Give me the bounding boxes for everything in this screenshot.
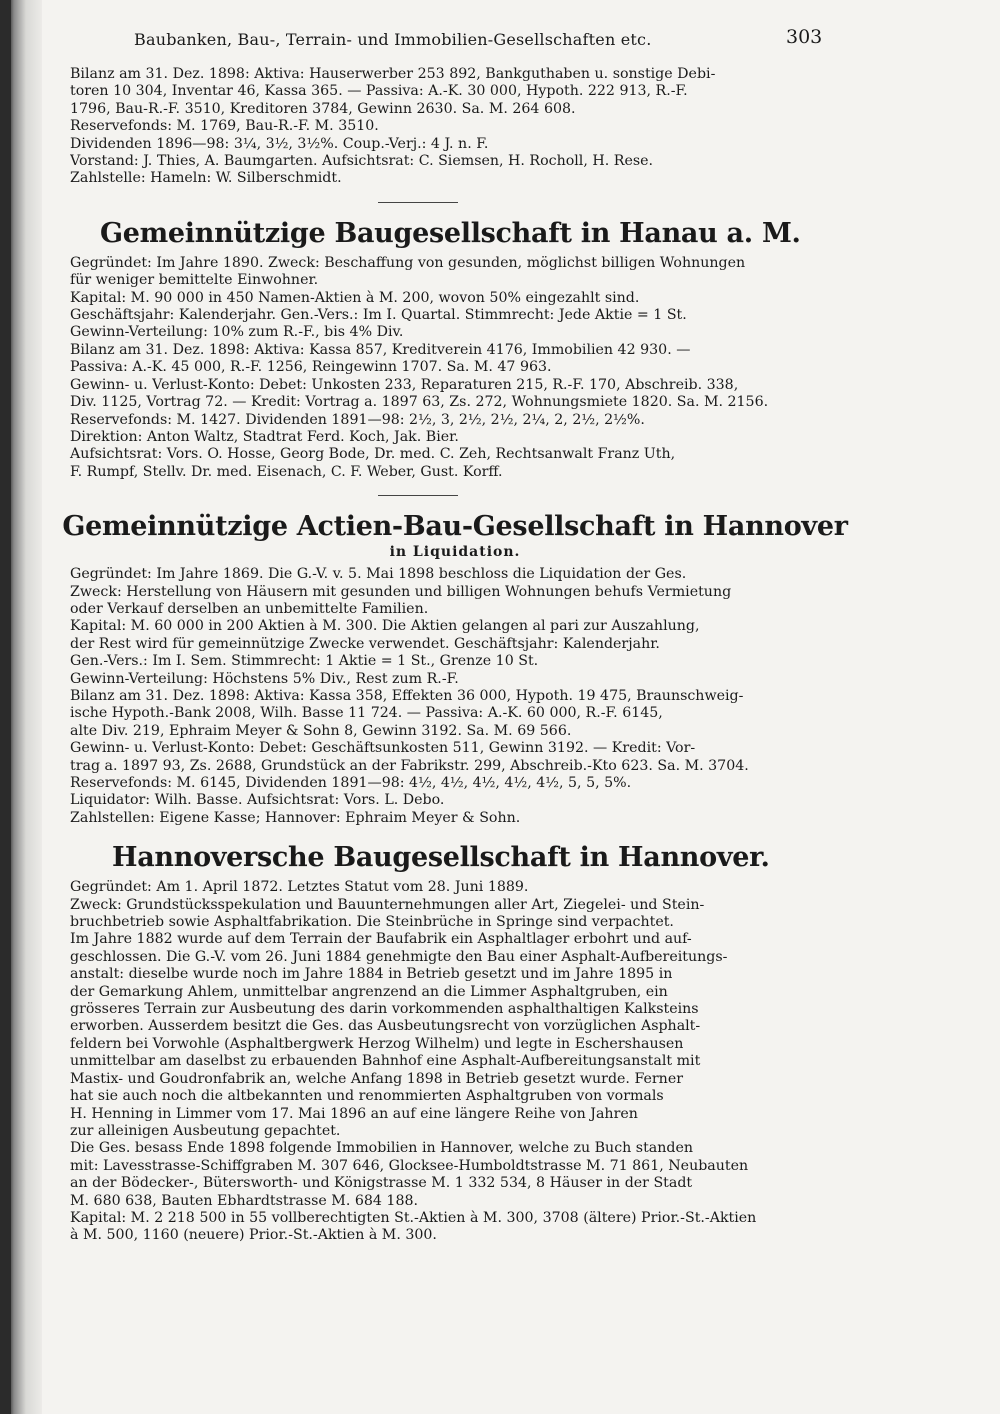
text-line: Direktion: Anton Waltz, Stadtrat Ferd. Koch, Jak. Bier.	[70, 428, 459, 445]
text-line: Die Ges. besass Ende 1898 folgende Immobilien in Hannover, welche zu Buch standen	[70, 1140, 693, 1157]
text-line: Passiva: A.-K. 45 000, R.-F. 1256, Reingewinn 1707. Sa. M. 47 963.	[70, 359, 552, 376]
text-line: zur alleinigen Ausbeutung gepachtet.	[70, 1122, 341, 1139]
section-hanau	[60, 217, 850, 481]
text-line: für weniger bemittelte Einwohner.	[70, 272, 319, 289]
section-title: Hannoversche Baugesellschaft in Hannover.	[112, 842, 770, 874]
text-line: Liquidator: Wilh. Basse. Aufsichtsrat: Vors. L. Debo.	[70, 792, 445, 809]
text-line: Gewinn- u. Verlust-Konto: Debet: Geschäftsunkosten 511, Gewinn 3192. — Kredit: Vor-	[70, 740, 696, 757]
text-line: Bilanz am 31. Dez. 1898: Aktiva: Kassa 857, Kreditverein 4176, Immobilien 42 930. —	[70, 341, 691, 358]
text-line: alte Div. 219, Ephraim Meyer & Sohn 8, Gewinn 3192. Sa. M. 69 566.	[70, 722, 572, 739]
binding-edge	[0, 0, 11, 1414]
section-title: Gemeinnützige Actien-Bau-Gesellschaft in Hannover	[62, 511, 848, 543]
section-divider	[378, 202, 458, 203]
text-line: Bilanz am 31. Dez. 1898: Aktiva: Hauserwerber 253 892, Bankguthaben u. sonstige Debi-	[70, 66, 716, 82]
text-line: Reservefonds: M. 1769, Bau-R.-F. M. 3510.	[70, 118, 379, 135]
text-line: geschlossen. Die G.-V. vom 26. Juni 1884 genehmigte den Bau einer Asphalt-Aufbereitungs-	[70, 948, 728, 965]
section-hannover-actien	[60, 510, 850, 827]
text-line: Zweck: Grundstücksspekulation und Bauunternehmungen aller Art, Ziegelei- und Stein-	[70, 896, 705, 913]
text-line: Zweck: Herstellung von Häusern mit gesunden und billigen Wohnungen behufs Vermietung	[70, 583, 732, 600]
text-line: anstalt: dieselbe wurde noch im Jahre 1884 in Betrieb gesetzt und im Jahre 1895 in	[70, 966, 673, 983]
running-header	[60, 20, 850, 64]
text-line: à M. 500, 1160 (neuere) Prior.-St.-Aktien à M. 300.	[70, 1227, 437, 1244]
text-line: oder Verkauf derselben an unbemittelte Familien.	[70, 600, 429, 617]
text-line: Reservefonds: M. 6145, Dividenden 1891—98: 4½, 4½, 4½, 4½, 4½, 5, 5, 5%.	[70, 775, 632, 791]
section-hannoversche	[60, 841, 850, 1245]
document-page	[60, 20, 850, 1400]
text-line: F. Rumpf, Stellv. Dr. med. Eisenach, C. F. Weber, Gust. Korff.	[70, 463, 503, 480]
text-line: grösseres Terrain zur Ausbeutung des darin vorkommenden asphalthaltigen Kalksteins	[70, 1001, 699, 1018]
text-line: Kapital: M. 2 218 500 in 55 vollberechtigten St.-Aktien à M. 300, 3708 (ältere) Prior.-St.-Aktien	[70, 1209, 757, 1226]
text-line: Im Jahre 1882 wurde auf dem Terrain der Baufabrik ein Asphaltlager erbohrt und auf-	[70, 931, 692, 948]
text-line: erworben. Ausserdem besitzt die Ges. das Ausbeutungsrecht von vorzüglichen Asphalt-	[70, 1018, 701, 1035]
text-line: Gen.-Vers.: Im I. Sem. Stimmrecht: 1 Aktie = 1 St., Grenze 10 St.	[70, 653, 539, 670]
text-line: Gewinn-Verteilung: Höchstens 5% Div., Rest zum R.-F.	[70, 670, 459, 687]
intro-block	[60, 66, 850, 188]
text-line: an der Bödecker-, Bütersworth- und Königstrasse M. 1 332 534, 8 Häuser in der Stadt	[70, 1175, 693, 1192]
text-line: trag a. 1897 93, Zs. 2688, Grundstück an der Fabrikstr. 299, Abschreib.-Kto 623. Sa. M. 3704.	[70, 757, 749, 774]
running-title: Baubanken, Bau-, Terrain- und Immobilien-Gesellschaften etc.	[134, 30, 652, 49]
text-line: ische Hypoth.-Bank 2008, Wilh. Basse 11 724. — Passiva: A.-K. 60 000, R.-F. 6145,	[70, 705, 663, 722]
text-line: Gegründet: Im Jahre 1890. Zweck: Beschaffung von gesunden, möglichst billigen Wohnungen	[70, 254, 746, 271]
text-line: Zahlstellen: Eigene Kasse; Hannover: Ephraim Meyer & Sohn.	[70, 809, 521, 826]
text-line: Vorstand: J. Thies, A. Baumgarten. Aufsichtsrat: C. Siemsen, H. Rocholl, H. Rese.	[70, 153, 654, 170]
text-line: toren 10 304, Inventar 46, Kassa 365. — Passiva: A.-K. 30 000, Hypoth. 222 913, R.-F.	[70, 83, 688, 100]
text-line: bruchbetrieb sowie Asphaltfabrikation. Die Steinbrüche in Springe sind verpachtet.	[70, 914, 674, 931]
page-number: 303	[786, 26, 823, 48]
text-line: der Gemarkung Ahlem, unmittelbar angrenzend an die Limmer Asphaltgruben, ein	[70, 983, 668, 1000]
text-line: Gewinn- u. Verlust-Konto: Debet: Unkosten 233, Reparaturen 215, R.-F. 170, Abschreib. 338,	[70, 376, 739, 393]
section-divider	[378, 495, 458, 496]
text-line: unmittelbar am daselbst zu erbauenden Bahnhof eine Asphalt-Aufbereitungsanstalt mit	[70, 1053, 701, 1070]
text-line: Reservefonds: M. 1427. Dividenden 1891—98: 2½, 3, 2½, 2½, 2¼, 2, 2½, 2½%.	[70, 411, 645, 428]
text-line: hat sie auch noch die altbekannten und renommierten Asphaltgruben von vormals	[70, 1088, 664, 1105]
text-line: Mastix- und Goudronfabrik an, welche Anfang 1898 in Betrieb gesetzt wurde. Ferner	[70, 1070, 683, 1087]
text-line: mit: Lavesstrasse-Schiffgraben M. 307 646, Glocksee-Humboldtstrasse M. 71 861, Neubauten	[70, 1157, 749, 1174]
text-line: Gegründet: Am 1. April 1872. Letztes Statut vom 28. Juni 1889.	[70, 879, 529, 896]
text-line: Kapital: M. 90 000 in 450 Namen-Aktien à M. 200, wovon 50% eingezahlt sind.	[70, 289, 640, 306]
text-line: 1796, Bau-R.-F. 3510, Kreditoren 3784, Gewinn 2630. Sa. M. 264 608.	[70, 100, 576, 117]
text-line: Kapital: M. 60 000 in 200 Aktien à M. 300. Die Aktien gelangen al pari zur Auszahlung,	[70, 618, 700, 635]
text-line: Dividenden 1896—98: 3¼, 3½, 3½%. Coup.-Verj.: 4 J. n. F.	[70, 135, 489, 152]
text-line: Div. 1125, Vortrag 72. — Kredit: Vortrag a. 1897 63, Zs. 272, Wohnungsmiete 1820. Sa. M. 2156.	[70, 394, 769, 411]
section-subtitle: in Liquidation.	[389, 544, 521, 561]
text-line: Gegründet: Im Jahre 1869. Die G.-V. v. 5. Mai 1898 beschloss die Liquidation der Ges.	[70, 566, 687, 583]
text-line: Aufsichtsrat: Vors. O. Hosse, Georg Bode, Dr. med. C. Zeh, Rechtsanwalt Franz Uth,	[70, 446, 676, 463]
text-line: Geschäftsjahr: Kalenderjahr. Gen.-Vers.: Im I. Quartal. Stimmrecht: Jede Aktie = 1 St.	[70, 307, 687, 324]
text-line: H. Henning in Limmer vom 17. Mai 1896 an auf eine längere Reihe von Jahren	[70, 1105, 638, 1122]
text-line: feldern bei Vorwohle (Asphaltbergwerk Herzog Wilhelm) und legte in Eschershausen	[70, 1035, 684, 1052]
text-line: Gewinn-Verteilung: 10% zum R.-F., bis 4% Div.	[70, 324, 404, 341]
text-line: Bilanz am 31. Dez. 1898: Aktiva: Kassa 358, Effekten 36 000, Hypoth. 19 475, Braunschweig-	[70, 687, 744, 704]
text-line: der Rest wird für gemeinnützige Zwecke verwendet. Geschäftsjahr: Kalenderjahr.	[70, 635, 660, 652]
text-line: M. 680 638, Bauten Ebhardtstrasse M. 684 188.	[70, 1192, 419, 1209]
text-line: Zahlstelle: Hameln: W. Silberschmidt.	[70, 170, 342, 187]
section-title: Gemeinnützige Baugesellschaft in Hanau a. M.	[100, 217, 801, 249]
